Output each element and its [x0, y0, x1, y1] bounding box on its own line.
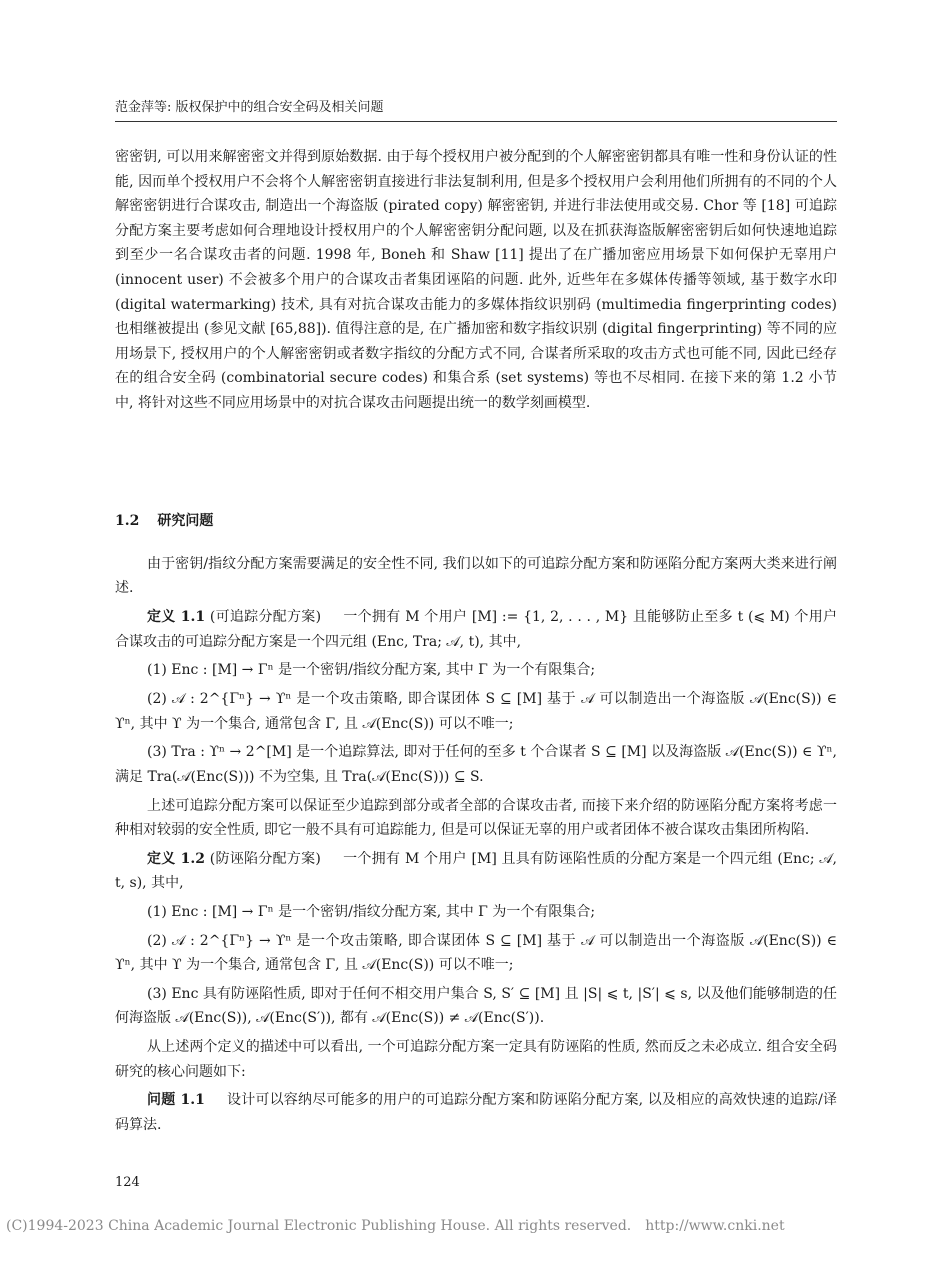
problem-1 [115, 1088, 837, 1137]
problem-1-text: 设计可以容纳尽可能多的用户的可追踪分配方案和防诬陷分配方案, 以及相应的高效快速的追踪/译码算法. [115, 1092, 837, 1133]
definition-1 [115, 605, 837, 654]
definition-2-name: (防诬陷分配方案) [209, 850, 321, 867]
bridge-paragraph: 上述可追踪分配方案可以保证至少追踪到部分或者全部的合谋攻击者, 而接下来介绍的防诬陷分配方案将考虑一种相对较弱的安全性质, 即它一般不具有可追踪能力, 但是可以保证无辜的用户或者团体不被合谋攻击集团所构陷. [115, 797, 837, 839]
definition-1-statement: 一个拥有 M 个用户 [M] := {1, 2, . . . , M} 且能够防止至多 t (⩽ M) 个用户合谋攻击的可追踪分配方案是一个四元组 (Enc, Tra; 𝒜, t), 其中, [115, 609, 838, 650]
running-header [115, 96, 837, 122]
lead-paragraph: 由于密钥/指纹分配方案需要满足的安全性不同, 我们以如下的可追踪分配方案和防诬陷分配方案两大类来进行阐述. [115, 556, 837, 597]
section-heading [115, 510, 837, 530]
page-number: 124 [115, 1175, 140, 1190]
definition-1-item: (3) Tra : ϒⁿ → 2^[M] 是一个追踪算法, 即对于任何的至多 t 个合谋者 S ⊆ [M] 以及海盗版 𝒜(Enc(S)) ∈ ϒⁿ, 满足 Tra(𝒜(Enc(S))) 不为空集, 且 Tra(𝒜(Enc(S))) ⊆ S. [115, 744, 837, 785]
definition-2-item: (3) Enc 具有防诬陷性质, 即对于任何不相交用户集合 S, S′ ⊆ [M] 且 |S| ⩽ t, |S′| ⩽ s, 以及他们能够制造的任何海盗版 𝒜(Enc(S)), 𝒜(Enc(S′)), 都有 𝒜(Enc(S)) ≠ 𝒜(Enc(S′)). [115, 986, 837, 1027]
definition-1-label: 定义 1.1 [147, 609, 206, 626]
running-title: 范金萍等: 版权保护中的组合安全码及相关问题 [115, 100, 384, 115]
copyright-text: (C)1994-2023 China Academic Journal Electronic Publishing House. All rights reserved. [6, 1218, 632, 1234]
footer-url[interactable]: http://www.cnki.net [645, 1218, 785, 1234]
definition-2 [115, 847, 837, 896]
definition-1-item: (1) Enc : [M] → Γⁿ 是一个密钥/指纹分配方案, 其中 Γ 为一个有限集合; [147, 662, 596, 679]
section-number: 1.2 [115, 513, 140, 529]
definition-2-item: (1) Enc : [M] → Γⁿ 是一个密钥/指纹分配方案, 其中 Γ 为一个有限集合; [147, 904, 596, 921]
definition-1-item: (2) 𝒜 : 2^{Γⁿ} → ϒⁿ 是一个攻击策略, 即合谋团体 S ⊆ [M] 基于 𝒜 可以制造出一个海盗版 𝒜(Enc(S)) ∈ ϒⁿ, 其中 ϒ 为一个集合, 通常包含 Γ, 且 𝒜(Enc(S)) 可以不唯一; [115, 691, 837, 732]
definition-2-item: (2) 𝒜 : 2^{Γⁿ} → ϒⁿ 是一个攻击策略, 即合谋团体 S ⊆ [M] 基于 𝒜 可以制造出一个海盗版 𝒜(Enc(S)) ∈ ϒⁿ, 其中 ϒ 为一个集合, 通常包含 Γ, 且 𝒜(Enc(S)) 可以不唯一; [115, 932, 837, 974]
copyright-footer [6, 1218, 946, 1234]
section-title: 研究问题 [157, 513, 214, 529]
definition-1-name: (可追踪分配方案) [209, 609, 322, 626]
definition-2-statement: 一个拥有 M 个用户 [M] 且具有防诬陷性质的分配方案是一个四元组 (Enc; 𝒜, t, s), 其中, [115, 850, 838, 892]
section-body [115, 552, 837, 1142]
intro-block [115, 145, 837, 416]
conclusion-paragraph: 从上述两个定义的描述中可以看出, 一个可追踪分配方案一定具有防诬陷的性质, 然而反之未必成立. 组合安全码研究的核心问题如下: [115, 1039, 837, 1080]
problem-1-label: 问题 1.1 [147, 1092, 205, 1109]
intro-paragraph: 密密钥, 可以用来解密密文并得到原始数据. 由于每个授权用户被分配到的个人解密密钥都具有唯一性和身份认证的性能, 因而单个授权用户不会将个人解密密钥直接进行非法复制利用, 但是多个授权用户会利用他们所拥有的不同的个人解密密钥进行合谋攻击, 制造出一个海盗版 (pirated copy) 解密密钥, 并进行非法使用或交易. Chor 等 [18] 可追踪分配方案主要考虑如何合理地设计授权用户的个人解密密钥分配问题, 以及在抓获海盗版解密密钥后如何快速地追踪到至少一名合谋攻击者的问题. 1998 年, Boneh 和 Shaw [11] 提出了在广播加密应用场景下如何保护无辜用户 (innocent user) 不会被多个用户的合谋攻击者集团诬陷的问题. 此外, 近些年在多媒体传播等领域, 基于数字水印 (digital watermarking) 技术, 具有对抗合谋攻击能力的多媒体指纹识别码 (multimedia fingerprinting codes) 也相继被提出 (参见文献 [65,88]). 值得注意的是, 在广播加密和数字指纹识别 (digital fingerprinting) 等不同的应用场景下, 授权用户的个人解密密钥或者数字指纹的分配方式不同, 合谋者所采取的攻击方式也可能不同, 因此已经存在的组合安全码 (combinatorial secure codes) 和集合系 (set systems) 等也不尽相同. 在接下来的第 1.2 小节中, 将针对这些不同应用场景中的对抗合谋攻击问题提出统一的数学刻画模型. [115, 149, 837, 411]
definition-2-label: 定义 1.2 [147, 850, 206, 867]
